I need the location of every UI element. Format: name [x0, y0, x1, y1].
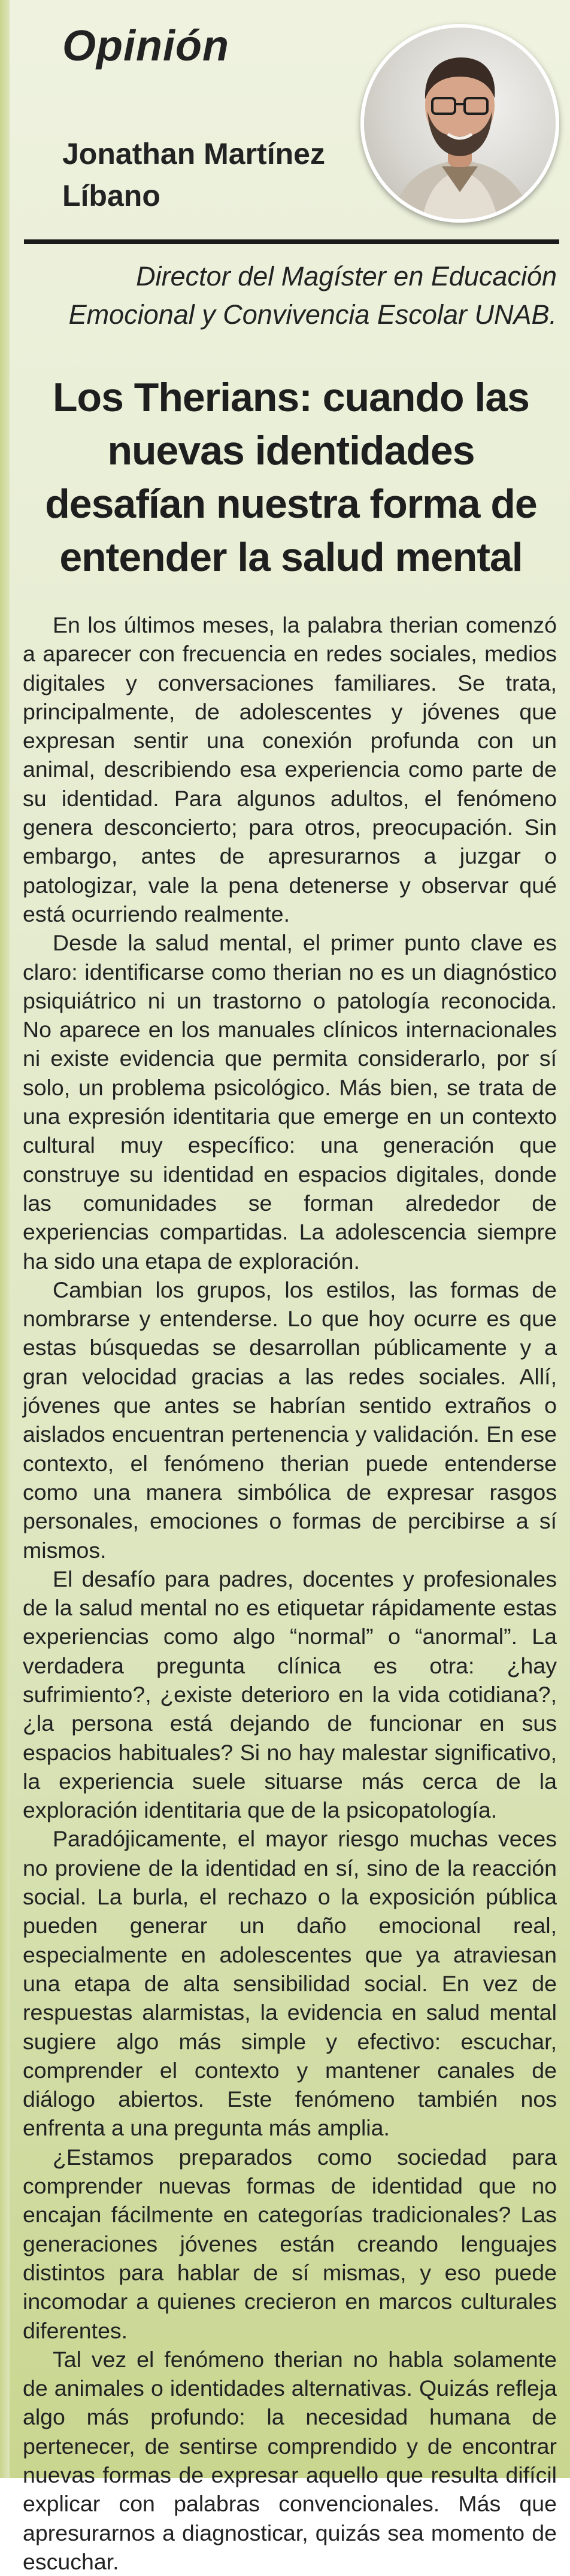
article-paragraph: Desde la salud mental, el primer punto clave es claro: identificarse como therian no es un diagnóstico psiquiátrico ni un trastorno o patología reconocida. No aparece en los manuales clínicos internacionales ni existe evidencia que permita considerarlo, por sí solo, un problema psicológico. Más bien, se trata de una expresión identitaria que emerge en un contexto cultural muy específico: una generación que construye su identidad en espacios digitales, donde las comunidades se forman alrededor de experiencias compartidas. La adolescencia siempre ha sido una etapa de exploración.	[23, 930, 557, 1274]
article-title: Los Therians: cuando las nuevas identidades desafían nuestra forma de entender la salud mental	[45, 375, 537, 580]
article-paragraph: El desafío para padres, docentes y profesionales de la salud mental no es etiquetar rápidamente estas experiencias como algo “normal” o “anormal”. La verdadera pregunta clínica es otra: ¿hay sufrimiento?, ¿existe deterioro en la vida cotidiana?, ¿la persona está dejando de funcionar en sus espacios habituales? Si no hay malestar significativo, la experiencia suele situarse más cerca de la exploración identitaria que de la psicopatología.	[23, 1566, 557, 1823]
article-paragraph: Cambian los grupos, los estilos, las formas de nombrarse y entenderse. Lo que hoy ocurre es que estas búsquedas se desarrollan públicamente y a gran velocidad gracias a las redes sociales. Allí, jóvenes que antes se habrían sentido extraños o aislados encuentran pertenencia y validación. En ese contexto, el fenómeno therian puede entenderse como una manera simbólica de expresar rasgos personales, emociones o formas de percibirse a sí mismos.	[23, 1277, 557, 1563]
article-paragraph: Tal vez el fenómeno therian no habla solamente de animales o identidades alternativas. Quizás refleja algo más profundo: la necesidad humana de pertenecer, de sentirse comprendido y de encontrar nuevas formas de expresar aquello que resulta difícil explicar con palabras convencionales. Más que apresurarnos a diagnosticar, quizás sea momento de escuchar.	[23, 2346, 557, 2574]
article-body	[23, 610, 557, 2576]
author-portrait-icon	[360, 24, 559, 223]
article-paragraph: En los últimos meses, la palabra therian comenzó a aparecer con frecuencia en redes sociales, medios digitales y conversaciones familiares. Se trata, principalmente, de adolescentes y jóvenes que expresan sentir una conexión profunda con un animal, describiendo esa experiencia como parte de su identidad. Para algunos adultos, el fenómeno genera desconcierto; para otros, preocupación. Sin embargo, antes de apresurarnos a juzgar o patologizar, vale la pena detenerse y observar qué está ocurriendo realmente.	[23, 612, 557, 926]
header-divider	[24, 239, 559, 244]
author-role: Director del Magíster en Educación Emocional y Convivencia Escolar UNAB.	[68, 261, 557, 330]
portrait-illustration	[364, 28, 556, 219]
column-header	[5, 0, 565, 227]
article-paragraph: Paradójicamente, el mayor riesgo muchas veces no proviene de la identidad en sí, sino de la reacción social. La burla, el rechazo o la exposición pública pueden generar un daño emocional real, especialmente en adolescentes que ya atraviesan una etapa de alta sensibilidad social. En vez de respuestas alarmistas, la evidencia en salud mental sugiere algo más simple y efectivo: escuchar, comprender el contexto y mantener canales de diálogo abiertos. Este fenómeno también nos enfrenta a una pregunta más amplia.	[23, 1826, 557, 2141]
article-paragraph: ¿Estamos preparados como sociedad para comprender nuevas formas de identidad que no encajan fácilmente en categorías tradicionales? Las generaciones jóvenes están creando lenguajes distintos para hablar de sí mismas, y eso puede incomodar a quienes crecieron en marcos culturales diferentes.	[23, 2144, 557, 2343]
author-name: Jonathan Martínez Líbano	[62, 137, 325, 212]
section-kicker: Opinión	[62, 22, 229, 70]
